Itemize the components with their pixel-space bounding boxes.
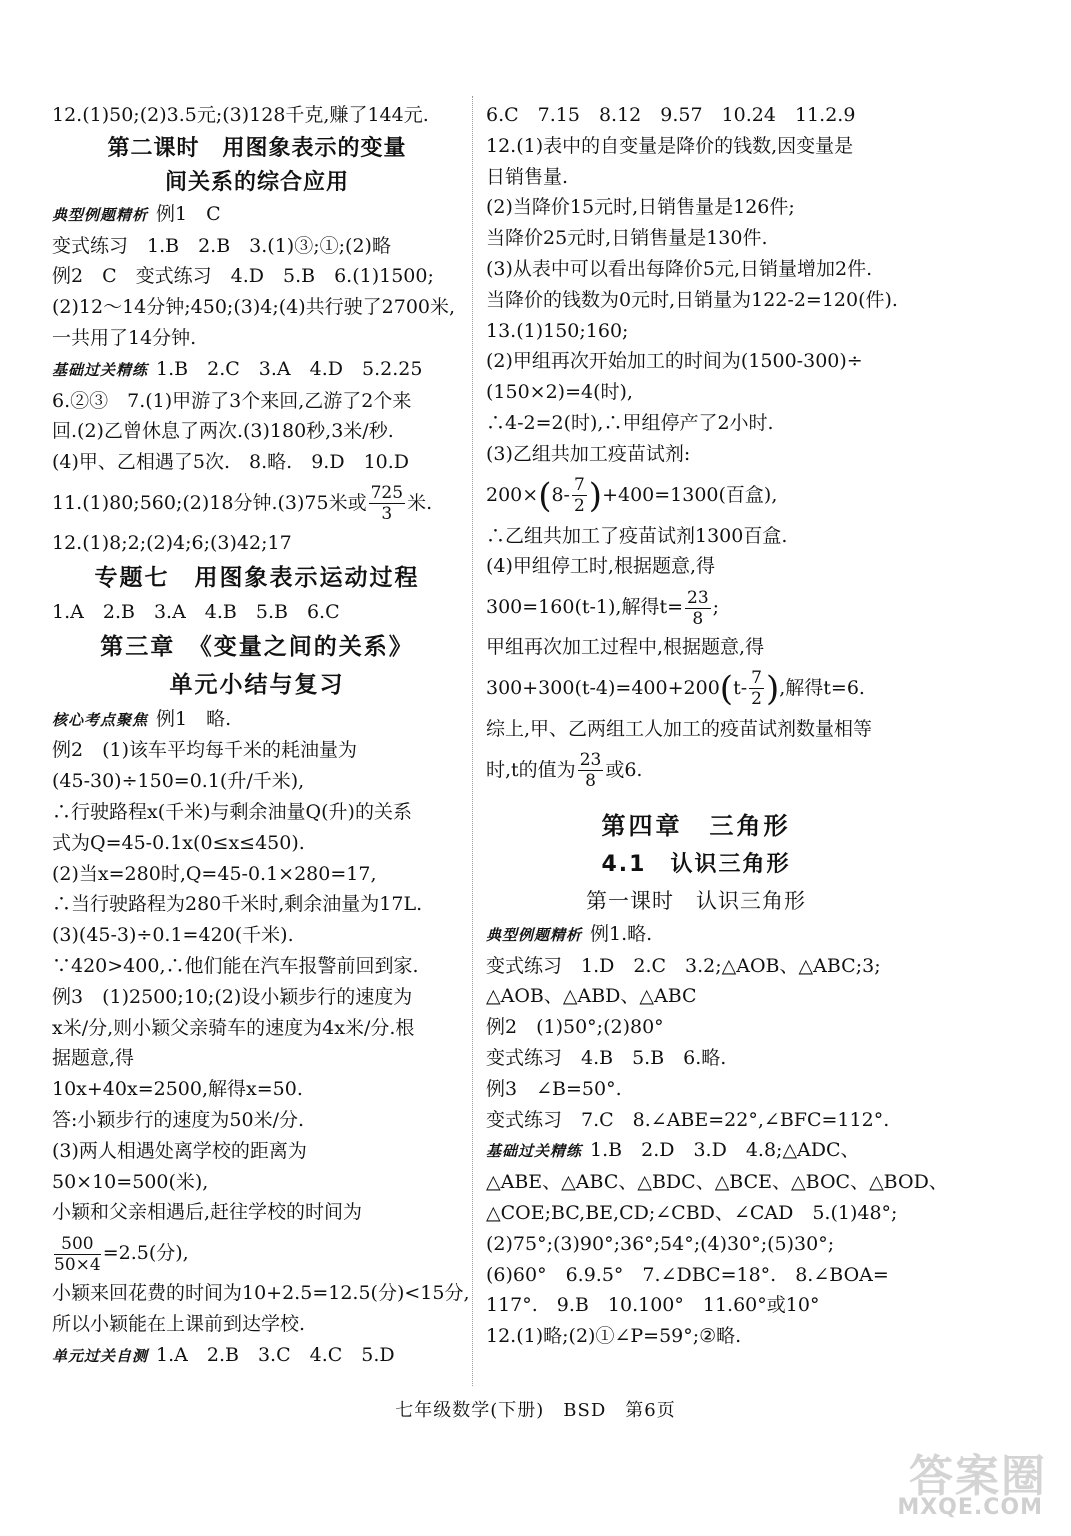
answer-line: 一共用了14分钟. bbox=[52, 326, 197, 349]
section-tag: 核心考点聚焦 bbox=[52, 710, 149, 729]
answer-line: (2)当降价15元时,日销售量是126件; bbox=[486, 196, 795, 219]
answer-line: 小颖来回花费的时间为10+2.5=12.5(分)<15分, bbox=[52, 1282, 470, 1305]
watermark-logo bbox=[887, 1436, 1057, 1526]
chapter-heading: 第三章 《变量之间的关系》 bbox=[100, 633, 414, 660]
answer-line: 50×10=500(米), bbox=[52, 1170, 209, 1193]
answer-line: (2)12～14分钟;450;(3)4;(4)共行驶了2700米, bbox=[52, 296, 456, 319]
answer-line: 变式练习 4.B 5.B 6.略. bbox=[486, 1046, 727, 1069]
lesson-heading-cont: 间关系的综合应用 bbox=[164, 168, 349, 195]
fraction: $\frac{500}{50\times 4}$ bbox=[54, 1233, 101, 1275]
answer-line: ∴4-2=2(时),∴甲组停产了2小时. bbox=[486, 411, 774, 434]
answer-line: 6.②③ 7.(1)甲游了3个来回,乙游了2个来 bbox=[52, 389, 412, 412]
answer-line: (4)甲、乙相遇了5次. 8.略. 9.D 10.D bbox=[52, 451, 410, 474]
section-tag: 基础过关精练 bbox=[486, 1142, 583, 1161]
answer-line: ∴行驶路程x(千米)与剩余油量Q(升)的关系 bbox=[52, 800, 412, 823]
answer-line: 10x+40x=2500,解得x=50. bbox=[52, 1078, 303, 1101]
answer-line: 例2 C 变式练习 4.D 5.B 6.(1)1500; bbox=[52, 265, 434, 288]
answer-line: 当降价25元时,日销售量是130件. bbox=[486, 227, 768, 250]
lesson-heading: 第一课时 认识三角形 bbox=[586, 888, 806, 913]
answer-line: 当降价的钱数为0元时,日销量为122-2=120(件). bbox=[486, 288, 898, 311]
section-heading: 4.1 认识三角形 bbox=[601, 851, 791, 877]
answer-line: 例2 (1)该车平均每千米的耗油量为 bbox=[52, 739, 358, 762]
answer-line: 1.A 2.B 3.A 4.B 5.B 6.C bbox=[52, 600, 340, 623]
answer-line-fraction: 11.(1)80;560;(2)18分钟.(3)75米或 $\frac{725}{3}$ 米. bbox=[52, 483, 433, 525]
fraction: $\frac{23}{8}$ bbox=[579, 750, 602, 792]
answer-line: 小颖和父亲相遇后,赶往学校的时间为 bbox=[52, 1201, 363, 1224]
topic-heading: 专题七 用图象表示运动过程 bbox=[94, 564, 420, 591]
answer-line: (4)甲组停工时,根据题意,得 bbox=[486, 555, 715, 578]
lesson-heading: 第二课时 用图象表示的变量 bbox=[107, 134, 407, 161]
answer-line: △COE;BC,BE,CD;∠CBD、∠CAD 5.(1)48°; bbox=[486, 1201, 898, 1224]
answer-line: (3)两人相遇处离学校的距离为 bbox=[52, 1139, 307, 1162]
answer-line: 据题意,得 bbox=[52, 1047, 135, 1070]
section-tag: 单元过关自测 bbox=[52, 1346, 149, 1365]
section-tag: 典型例题精析 bbox=[486, 925, 583, 944]
answer-line: 117°. 9.B 10.100° 11.60°或10° bbox=[486, 1294, 820, 1317]
answer-line: 答:小颖步行的速度为50米/分. bbox=[52, 1108, 305, 1131]
answer-line: △AOB、△ABD、△ABC bbox=[486, 985, 697, 1008]
answer-line: (45-30)÷150=0.1(升/千米), bbox=[52, 770, 305, 793]
chapter-subheading: 单元小结与复习 bbox=[169, 671, 345, 698]
answer-line-fraction: 时,t的值为 $\frac{23}{8}$ 或6. bbox=[486, 750, 643, 792]
answer-line: 回.(2)乙曾休息了两次.(3)180秒,3米/秒. bbox=[52, 420, 394, 443]
answer-line: 典型例题精析 例1.略. bbox=[486, 922, 653, 945]
answer-line: 13.(1)150;160; bbox=[486, 319, 629, 342]
answer-line: ∵420>400,∴他们能在汽车报警前回到家. bbox=[52, 954, 419, 977]
answer-line: ∴乙组共加工了疫苗试剂1300百盒. bbox=[486, 524, 788, 547]
answer-line: 核心考点聚焦 例1 略. bbox=[52, 707, 232, 730]
answer-line: 12.(1)表中的自变量是降价的钱数,因变量是 bbox=[486, 134, 854, 157]
watermark-url: MXQE.COM bbox=[897, 1495, 1043, 1520]
answer-line: 式为Q=45-0.1x(0≤x≤450). bbox=[52, 831, 305, 854]
answer-line: (3)(45-3)÷0.1=420(千米). bbox=[52, 924, 294, 947]
answer-line: x米/分,则小颖父亲骑车的速度为4x米/分.根 bbox=[52, 1016, 415, 1039]
answer-line: (2)甲组再次开始加工的时间为(1500-300)÷ bbox=[486, 350, 863, 373]
fraction: $\frac{7}{2}$ bbox=[751, 668, 762, 710]
answer-line-fraction: 300=160(t-1),解得t= $\frac{23}{8}$ ; bbox=[486, 587, 720, 629]
answer-line: (6)60° 6.9.5° 7.∠DBC=18°. 8.∠BOA= bbox=[486, 1263, 889, 1286]
page-footer: 七年级数学(下册) BSD 第6页 bbox=[395, 1400, 676, 1421]
section-tag: 基础过关精练 bbox=[52, 360, 149, 379]
answer-line: 12.(1)8;2;(2)4;6;(3)42;17 bbox=[52, 531, 292, 554]
watermark-text: 答案圈 bbox=[909, 1451, 1047, 1502]
answer-line-fraction: $\frac{500}{50\times 4}$ =2.5(分), bbox=[54, 1233, 189, 1275]
answer-line: 基础过关精练 1.B 2.D 3.D 4.8;△ADC、 bbox=[486, 1139, 860, 1162]
fraction: $\frac{7}{2}$ bbox=[573, 475, 585, 517]
answer-line: 变式练习 1.D 2.C 3.2;△AOB、△ABC;3; bbox=[486, 954, 881, 977]
chapter-heading: 第四章 三角形 bbox=[601, 811, 791, 840]
answer-line: △ABE、△ABC、△BDC、△BCE、△BOC、△BOD、 bbox=[486, 1171, 948, 1194]
answer-line: 例3 ∠B=50°. bbox=[486, 1077, 622, 1100]
answer-line: 例3 (1)2500;10;(2)设小颖步行的速度为 bbox=[52, 985, 413, 1008]
answer-line: 12.(1)50;(2)3.5元;(3)128千克,赚了144元. bbox=[52, 104, 429, 126]
left-column bbox=[52, 100, 470, 1372]
answer-line: 日销售量. bbox=[486, 165, 569, 188]
answer-line: (2)75°;(3)90°;36°;54°;(4)30°;(5)30°; bbox=[486, 1232, 835, 1255]
fraction: $\frac{725}{3}$ bbox=[370, 483, 404, 525]
answer-line: 12.(1)略;(2)①∠P=59°;②略. bbox=[486, 1325, 742, 1348]
column-divider bbox=[472, 96, 473, 1386]
answer-line: 例2 (1)50°;(2)80° bbox=[486, 1016, 664, 1039]
right-column bbox=[486, 100, 948, 1352]
answer-line: 变式练习 1.B 2.B 3.(1)③;①;(2)略 bbox=[52, 234, 391, 257]
answer-line: (3)从表中可以看出每降价5元,日销量增加2件. bbox=[486, 257, 873, 280]
answer-line: (2)当x=280时,Q=45-0.1×280=17, bbox=[52, 862, 377, 885]
answer-line: 单元过关自测 1.A 2.B 3.C 4.C 5.D bbox=[52, 1343, 395, 1366]
answer-line: 所以小颖能在上课前到达学校. bbox=[52, 1312, 306, 1335]
answer-line: 典型例题精析 例1 C bbox=[52, 202, 221, 225]
answer-line-fraction: 200×(8- $\frac{7}{2}$ )+400=1300(百盒), bbox=[486, 475, 778, 517]
section-tag: 典型例题精析 bbox=[52, 205, 149, 224]
answer-line: 基础过关精练 1.B 2.C 3.A 4.D 5.2.25 bbox=[52, 357, 423, 380]
answer-line: 变式练习 7.C 8.∠ABE=22°,∠BFC=112°. bbox=[486, 1108, 890, 1131]
answer-line: 6.C 7.15 8.12 9.57 10.24 11.2.9 bbox=[486, 104, 856, 126]
answer-line: ∴当行驶路程为280千米时,剩余油量为17L. bbox=[52, 893, 423, 916]
answer-line-fraction: 300+300(t-4)=400+200(t- $\frac{7}{2}$ ),解得t=6. bbox=[486, 668, 865, 710]
answer-line: 甲组再次加工过程中,根据题意,得 bbox=[486, 636, 765, 659]
answer-line: (3)乙组共加工疫苗试剂: bbox=[486, 442, 691, 465]
fraction: $\frac{23}{8}$ bbox=[687, 587, 709, 629]
answer-line: (150×2)=4(时), bbox=[486, 381, 633, 404]
answer-line: 综上,甲、乙两组工人加工的疫苗试剂数量相等 bbox=[486, 717, 873, 740]
